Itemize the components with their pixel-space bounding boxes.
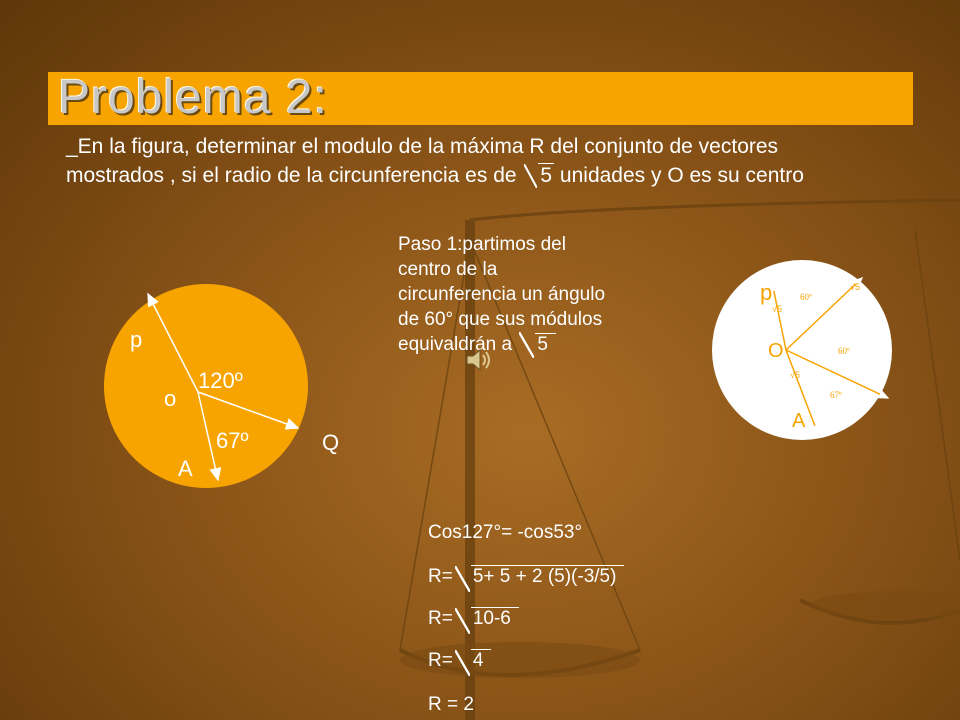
formula-r-2: R= 10-6 [428, 608, 519, 630]
label-rad5-b: √5 [850, 282, 860, 292]
statement-line-2: mostrados , si el radio de la circunferencia es de 5 unidades y O es su centro [66, 161, 936, 190]
label-p-right: p [760, 280, 773, 305]
label-a-right: A [792, 410, 806, 432]
label-rad5-c: √5 [790, 370, 800, 380]
label-angle-60-top: 60º [800, 292, 812, 302]
label-angle-120: 120º [198, 368, 243, 393]
label-angle-60-mid: 60º [838, 346, 850, 356]
label-a-left: A [178, 456, 193, 481]
problem-statement [66, 132, 936, 190]
formula-result: R = 2 [428, 694, 474, 715]
label-angle-67-right: 67º [830, 390, 842, 400]
statement-line-1: _En la figura, determinar el modulo de la máxima R del conjunto de vectores [66, 135, 779, 158]
step-1-text: Paso 1:partimos del centro de la circunferencia un ángulo de 60° que sus módulos equivaldrán a 5 [398, 234, 606, 355]
formula-cos: Cos127°= -cos53° [428, 522, 583, 543]
speaker-icon[interactable] [464, 346, 494, 374]
formula-r-1: R= 5+ 5 + 2 (5)(-3/5) [428, 566, 624, 588]
label-o-left: o [164, 386, 177, 411]
sqrt-symbol: 5 [522, 161, 554, 190]
label-o-right: O [768, 340, 784, 362]
right-circle-diagram [706, 258, 906, 448]
sqrt-symbol: 5 [517, 332, 556, 357]
label-rad5-a: √5 [772, 304, 782, 314]
label-p-left: p [130, 327, 143, 352]
label-q: Q [322, 430, 340, 455]
formula-r-3: R= 4 [428, 650, 491, 672]
label-angle-67: 67º [216, 428, 249, 453]
page-title: Problema 2: [58, 71, 328, 124]
